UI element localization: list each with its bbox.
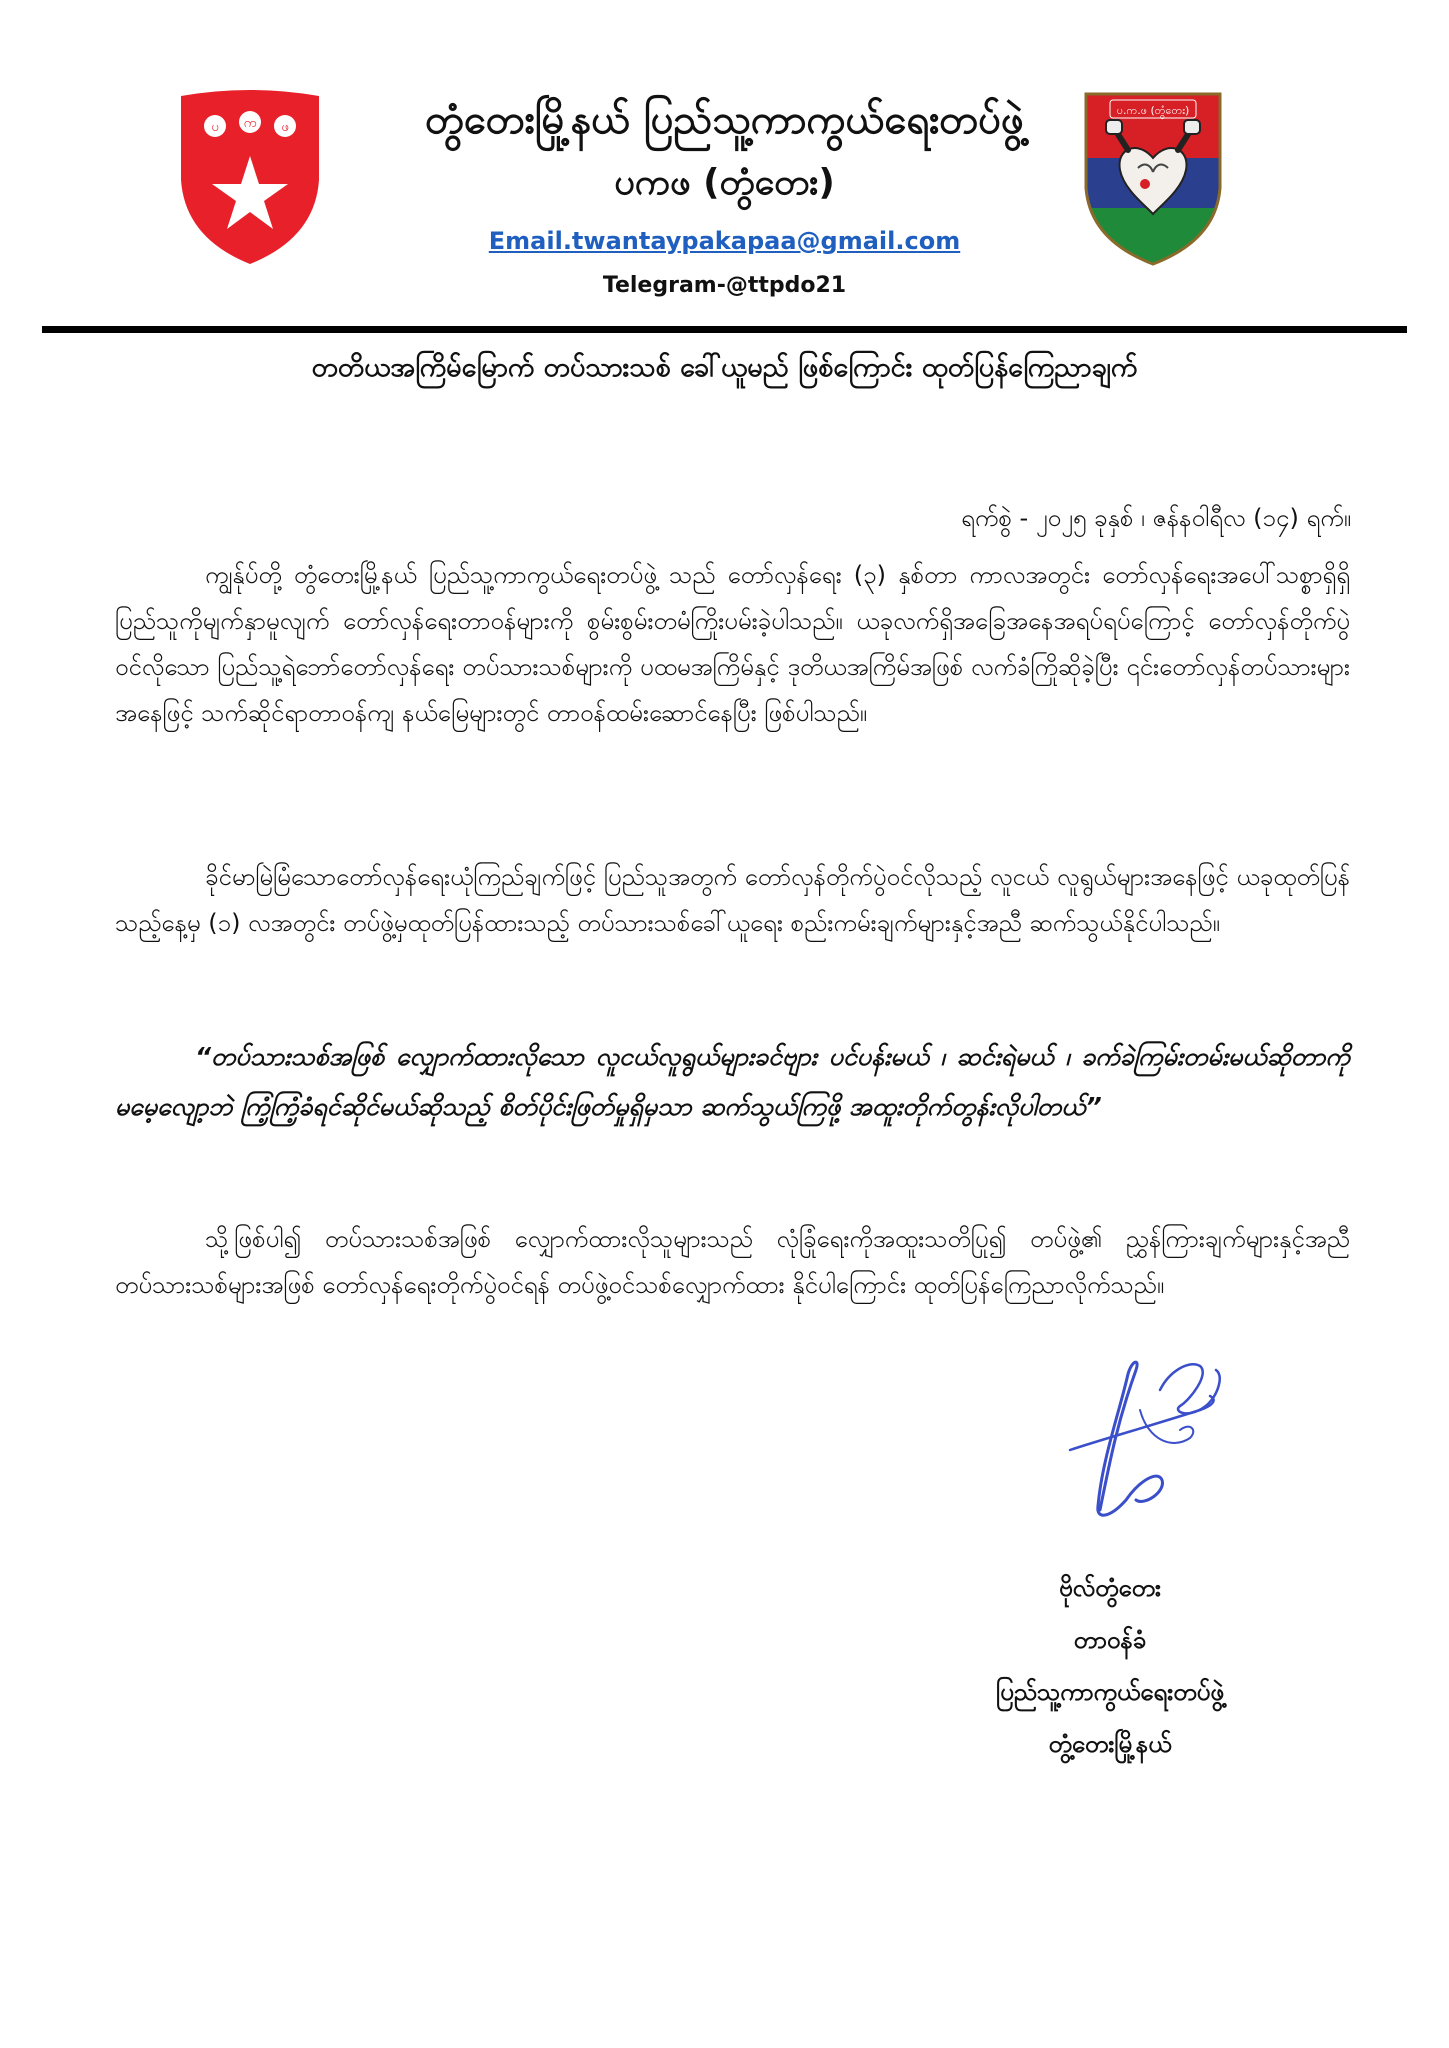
header-divider: [42, 326, 1407, 333]
signatory-org: ပြည်သူ့ကာကွယ်ရေးတပ်ဖွဲ့: [996, 1678, 1224, 1706]
heart-fists-emblem-icon: [1078, 88, 1228, 268]
logo-letter: ဖ: [281, 120, 289, 135]
paragraph-1: ကျွန်ုပ်တို့ တွံတေးမြို့နယ် ပြည်သူ့ကာကွယ်ရေးတပ်ဖွဲ့ သည် တော်လှန်ရေး (၃) နှစ်တာ ကာလအတွင်း တော်လှန်ရေးအပေါ်သစ္စာရှိရှိ ပြည်သူကိုမျက်နှာမူလျက် တော်လှန်ရေးတာဝန်များကို စွမ်းစွမ်းတမံကြိုးပမ်းခဲ့ပါသည်။ ယခုလက်ရှိအခြေအနေအရပ်ရပ်ကြောင့် တော်လှန်တိုက်ပွဲဝင်လိုသော ပြည်သူ့ရဲဘော်တော်လှန်ရေး တပ်သားသစ်များကို ပထမအကြိမ်နှင့် ဒုတိယအကြိမ်အဖြစ် လက်ခံကြိုဆိုခဲ့ပြီး ၎င်းတော်လှန်တပ်သားများအနေဖြင့် သက်ဆိုင်ရာတာဝန်ကျ နယ်မြေများတွင် တာဝန်ထမ်းဆောင်နေပြီး ဖြစ်ပါသည်။: [115, 561, 1350, 727]
signatory-block: [900, 1562, 1320, 1770]
announcement-title: တတိယအကြိမ်မြောက် တပ်သားသစ် ခေါ်ယူမည် ဖြစ်ကြောင်း ထုတ်ပြန်ကြေညာချက်: [311, 352, 1138, 383]
date-line: ရက်စွဲ - ၂၀၂၅ ခုနှစ် ၊ ဇန်နဝါရီလ (၁၄) ရက်။: [961, 504, 1351, 532]
email-link[interactable]: Email.twantaypakapaa@gmail.com: [488, 227, 961, 255]
logo-letter: က: [243, 116, 257, 131]
signatory-role: တာဝန်ခံ: [1073, 1626, 1147, 1654]
signatory-township: တွံ့တေးမြို့နယ်: [1048, 1730, 1172, 1758]
org-abbreviation: ပကဖ (တွံတေး): [614, 162, 835, 203]
star-shield-icon: [175, 88, 325, 268]
emblem-label: ပ.က.ဖ (တွံတေး): [1116, 104, 1190, 117]
telegram-handle: Telegram-@ttpdo21: [602, 273, 847, 298]
logo-letter: ပ: [211, 120, 219, 135]
org-name: တွံတေးမြို့နယ် ပြည်သူ့ကာကွယ်ရေးတပ်ဖွဲ့: [425, 97, 1024, 143]
letterhead: [0, 0, 1449, 330]
emphasis-quote: “တပ်သားသစ်အဖြစ် လျှောက်ထားလိုသော လူငယ်လူရွယ်များခင်ဗျား ပင်ပန်းမယ် ၊ ဆင်းရဲမယ် ၊ ခက်ခဲကြမ်းတမ်းမယ်ဆိုတာကို မမေ့လျော့ဘဲ ကြံ့ကြံ့ခံရင်ဆိုင်မယ်ဆိုသည့် စိတ်ပိုင်းဖြတ်မှုရှိမှသာ ဆက်သွယ်ကြဖို့ အထူးတိုက်တွန်းလိုပါတယ်”: [115, 1042, 1350, 1121]
signatory-name: ဗိုလ်တွံတေး: [1058, 1574, 1162, 1602]
handwritten-signature: [1040, 1330, 1240, 1560]
paragraph-3: သို့ဖြစ်ပါ၍ တပ်သားသစ်အဖြစ် လျှောက်ထားလိုသူများသည် လုံခြုံရေးကိုအထူးသတိပြု၍ တပ်ဖွဲ့၏ ညွှန်ကြားချက်များနှင့်အညီ တပ်သားသစ်များအဖြစ် တော်လှန်ရေးတိုက်ပွဲဝင်ရန် တပ်ဖွဲ့ဝင်သစ်လျှောက်ထား နိုင်ပါကြောင်း ထုတ်ပြန်ကြေညာလိုက်သည်။: [115, 1225, 1350, 1299]
paragraph-2: ခိုင်မာမြဲမြံသောတော်လှန်ရေးယုံကြည်ချက်ဖြင့် ပြည်သူအတွက် တော်လှန်တိုက်ပွဲဝင်လိုသည့် လူငယ် လူရွယ်များအနေဖြင့် ယခုထုတ်ပြန်သည့်နေ့မှ (၁) လအတွင်း တပ်ဖွဲ့မှထုတ်ပြန်ထားသည့် တပ်သားသစ်ခေါ်ယူရေး စည်းကမ်းချက်များနှင့်အညီ ဆက်သွယ်နိုင်ပါသည်။: [115, 863, 1350, 937]
